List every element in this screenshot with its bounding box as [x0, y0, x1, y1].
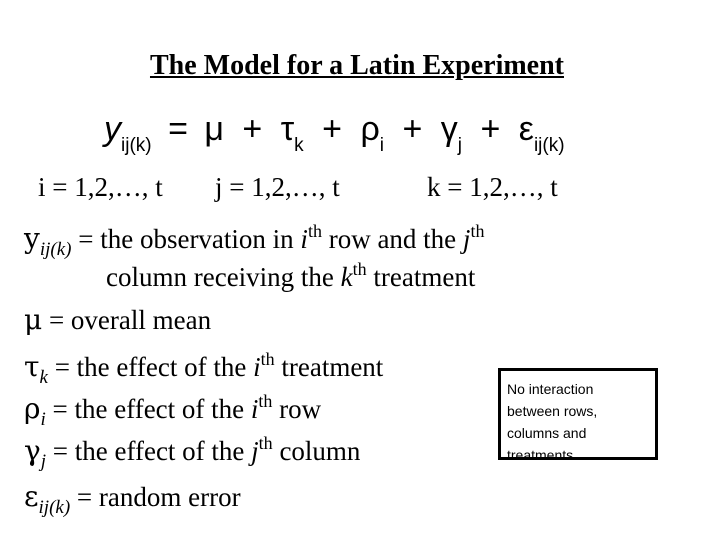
- formula-mu: μ: [204, 110, 224, 148]
- definition-text: column: [272, 436, 361, 466]
- symbol-mu: μ: [24, 303, 43, 336]
- formula-gamma-sub: j: [457, 135, 463, 156]
- formula-y: y: [104, 110, 121, 148]
- definition-text: = the observation in: [71, 224, 301, 254]
- symbol-rho: ρ: [24, 392, 41, 425]
- ordinal-suffix: th: [352, 259, 367, 279]
- var-i: i: [300, 224, 308, 254]
- definition-y-continued: [106, 259, 476, 293]
- definition-text: = overall mean: [42, 305, 212, 335]
- model-formula: [104, 110, 565, 156]
- definition-mu: [24, 303, 211, 336]
- formula-plus: +: [322, 110, 342, 148]
- formula-tau: τ: [280, 110, 295, 148]
- var-i: i: [250, 394, 259, 424]
- definition-y: [24, 221, 485, 260]
- ordinal-suffix: th: [258, 433, 273, 453]
- formula-rho: ρ: [360, 110, 380, 148]
- formula-plus: +: [402, 110, 423, 148]
- definition-text: = the effect of the: [47, 352, 254, 382]
- definition-gamma: [24, 433, 361, 472]
- symbol-gamma: γ: [24, 434, 41, 467]
- formula-plus: +: [480, 110, 501, 148]
- formula-rho-sub: i: [379, 135, 385, 156]
- var-i: i: [253, 352, 261, 382]
- ordinal-suffix: th: [307, 221, 322, 241]
- symbol-y-sub: ij(k): [39, 239, 72, 260]
- formula-epsilon-sub: ij(k): [533, 135, 565, 156]
- slide-title: The Model for a Latin Experiment: [149, 50, 564, 81]
- definition-epsilon: [24, 480, 241, 518]
- symbol-epsilon: ε: [24, 480, 39, 513]
- definition-tau: [24, 349, 384, 388]
- ordinal-suffix: th: [470, 221, 485, 241]
- formula-y-sub: ij(k): [121, 135, 152, 156]
- definition-text: row and the: [321, 224, 463, 254]
- symbol-rho-sub: i: [40, 409, 46, 430]
- formula-plus: +: [242, 110, 263, 148]
- ordinal-suffix: th: [258, 391, 273, 411]
- definition-text: row: [272, 394, 322, 424]
- var-k: k: [340, 262, 353, 292]
- definition-rho: [24, 391, 322, 430]
- formula-tau-sub: k: [294, 135, 304, 156]
- formula-gamma: γ: [440, 110, 458, 148]
- definition-text: = the effect of the: [46, 436, 252, 466]
- var-j: j: [462, 224, 471, 254]
- note-box: No interaction between rows, columns and treatments: [498, 368, 658, 460]
- formula-epsilon: ε: [518, 110, 534, 148]
- symbol-gamma-sub: j: [40, 451, 47, 472]
- index-i-range: i = 1,2,…, t: [38, 172, 163, 202]
- definition-text: column receiving the: [106, 262, 341, 292]
- definition-text: treatment: [274, 352, 384, 382]
- var-j: j: [251, 436, 259, 466]
- index-j-range: j = 1,2,…, t: [215, 172, 340, 202]
- ordinal-suffix: th: [260, 349, 275, 369]
- symbol-epsilon-sub: ij(k): [38, 497, 71, 518]
- definition-text: treatment: [366, 262, 476, 292]
- formula-equals: =: [168, 110, 188, 148]
- definition-text: = the effect of the: [45, 394, 251, 424]
- definition-text: = random error: [70, 482, 241, 512]
- index-k-range: k = 1,2,…, t: [427, 172, 558, 202]
- symbol-tau-sub: k: [39, 367, 48, 388]
- symbol-y: y: [24, 222, 40, 255]
- symbol-tau: τ: [24, 350, 40, 383]
